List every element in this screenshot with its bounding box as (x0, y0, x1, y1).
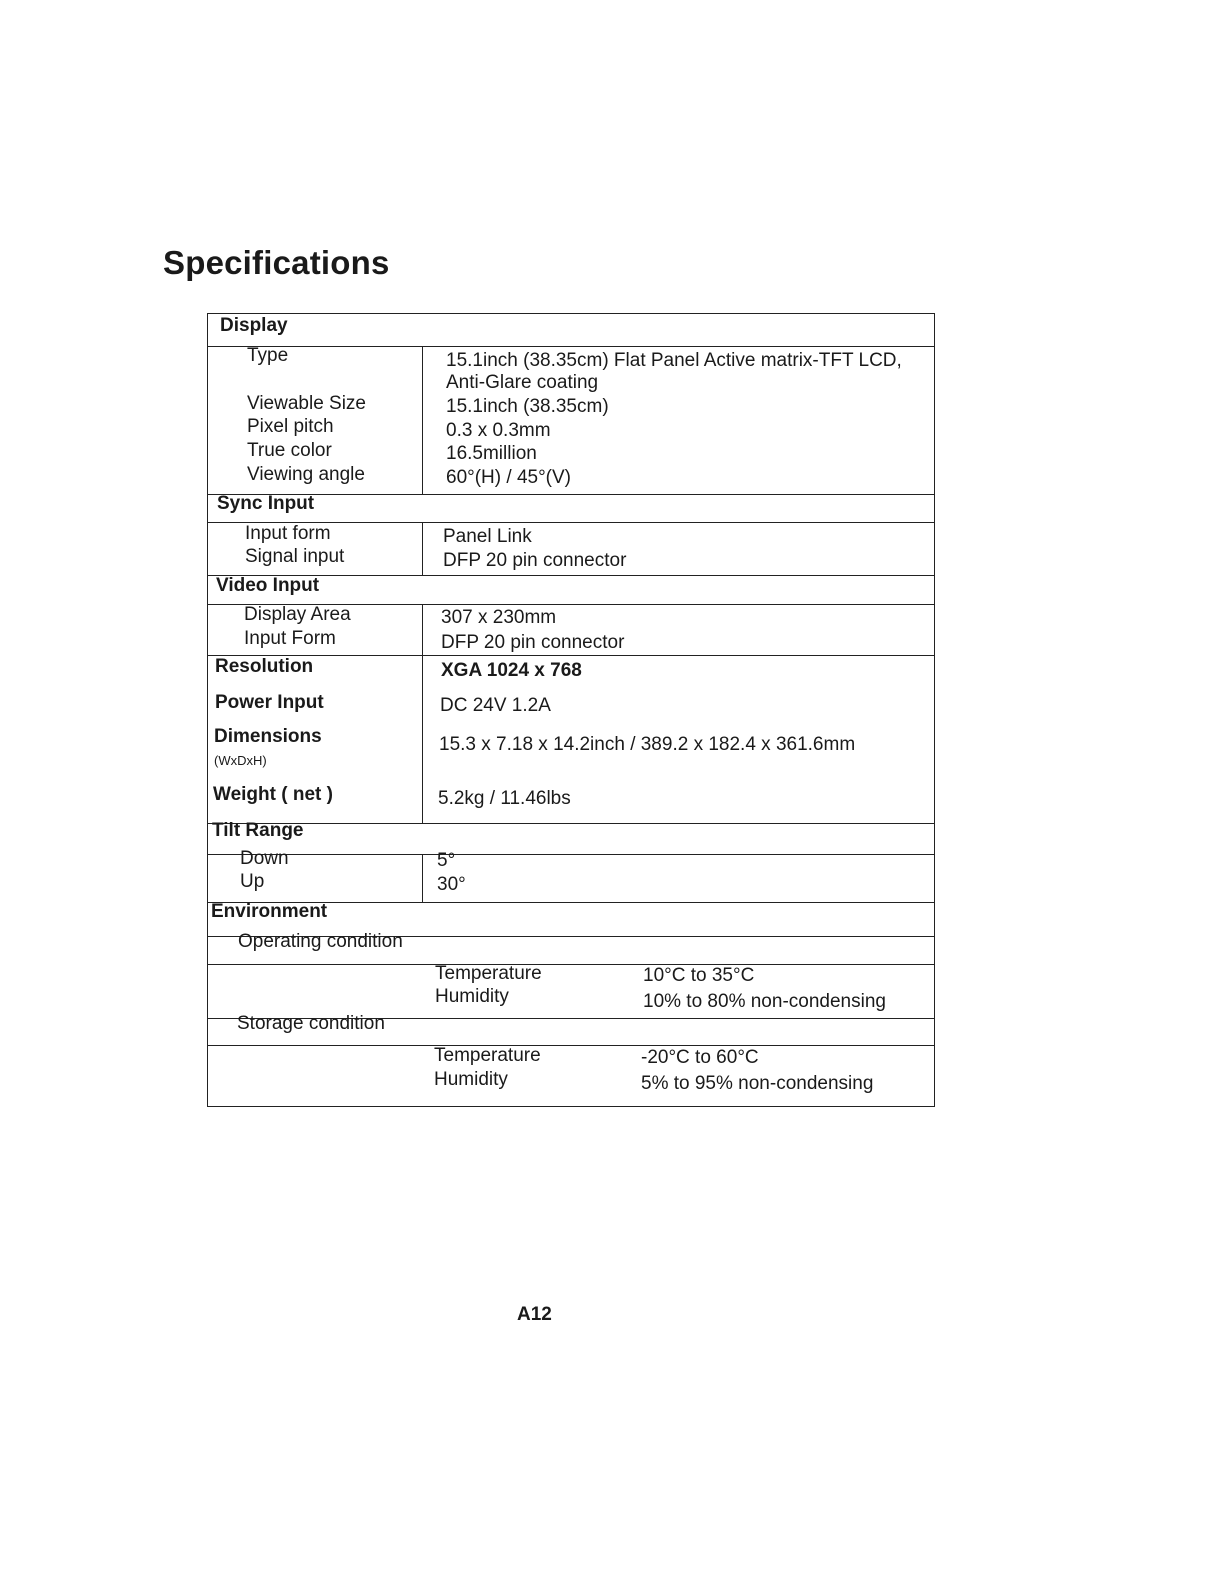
signal-input-value: DFP 20 pin connector (443, 550, 627, 571)
resolution-label: Resolution (215, 656, 314, 677)
dimensions-label: Dimensions (214, 726, 322, 747)
display-heading: Display (220, 315, 288, 336)
storage-temperature-label: Temperature (434, 1045, 541, 1066)
video-input-heading: Video Input (216, 575, 320, 596)
signal-input-label: Signal input (245, 546, 345, 567)
weight-value: 5.2kg / 11.46lbs (438, 788, 571, 809)
display-area-label: Display Area (244, 604, 351, 625)
type-value-line1: 15.1inch (38.35cm) Flat Panel Active matrix-TFT LCD, (446, 350, 902, 371)
column-divider-display (422, 346, 423, 494)
video-input-form-label: Input Form (244, 628, 336, 649)
tilt-up-value: 30° (437, 874, 466, 895)
rule-sync-heading (208, 494, 934, 495)
tilt-down-value: 5° (437, 850, 456, 871)
pixel-pitch-label: Pixel pitch (247, 416, 334, 437)
column-divider-sync (422, 522, 423, 575)
sync-input-form-label: Input form (245, 523, 331, 544)
tilt-range-heading: Tilt Range (212, 820, 304, 841)
page-title: Specifications (163, 244, 390, 281)
page-number: A12 (517, 1304, 552, 1325)
type-value-line2: Anti-Glare coating (446, 372, 599, 393)
operating-humidity-value: 10% to 80% non-condensing (643, 991, 886, 1012)
storage-humidity-label: Humidity (434, 1069, 508, 1090)
rule-display (208, 346, 934, 347)
operating-humidity-label: Humidity (435, 986, 509, 1007)
operating-condition-label: Operating condition (238, 931, 403, 952)
sync-input-form-value: Panel Link (443, 526, 532, 547)
true-color-value: 16.5million (446, 443, 537, 464)
specifications-table (207, 313, 935, 1107)
sync-input-heading: Sync Input (217, 493, 315, 514)
pixel-pitch-value: 0.3 x 0.3mm (446, 420, 551, 441)
rule-resolution (208, 655, 934, 656)
power-input-label: Power Input (215, 692, 324, 713)
viewable-size-value: 15.1inch (38.35cm) (446, 396, 609, 417)
storage-temperature-value: -20°C to 60°C (641, 1047, 759, 1068)
rule-storage (208, 1045, 934, 1046)
true-color-label: True color (247, 440, 332, 461)
tilt-down-label: Down (240, 848, 289, 869)
type-label: Type (247, 345, 289, 366)
storage-humidity-value: 5% to 95% non-condensing (641, 1073, 874, 1094)
viewable-size-label: Viewable Size (247, 393, 367, 414)
weight-label: Weight ( net ) (213, 784, 333, 805)
rule-tilt (208, 854, 934, 855)
rule-tilt-heading (208, 823, 934, 824)
operating-temperature-value: 10°C to 35°C (643, 965, 755, 986)
resolution-value: XGA 1024 x 768 (441, 660, 582, 681)
viewing-angle-value: 60°(H) / 45°(V) (446, 467, 572, 488)
tilt-up-label: Up (240, 871, 265, 892)
rule-operating (208, 964, 934, 965)
storage-condition-label: Storage condition (237, 1013, 385, 1034)
dimensions-value: 15.3 x 7.18 x 14.2inch / 389.2 x 182.4 x 361.6mm (439, 734, 856, 755)
column-divider-video (422, 604, 423, 823)
operating-temperature-label: Temperature (435, 963, 542, 984)
power-input-value: DC 24V 1.2A (440, 695, 551, 716)
display-area-value: 307 x 230mm (441, 607, 557, 628)
environment-heading: Environment (211, 901, 328, 922)
column-divider-tilt (422, 854, 423, 902)
viewing-angle-label: Viewing angle (247, 464, 365, 485)
dimensions-sublabel: (WxDxH) (214, 753, 267, 768)
video-input-form-value: DFP 20 pin connector (441, 632, 625, 653)
